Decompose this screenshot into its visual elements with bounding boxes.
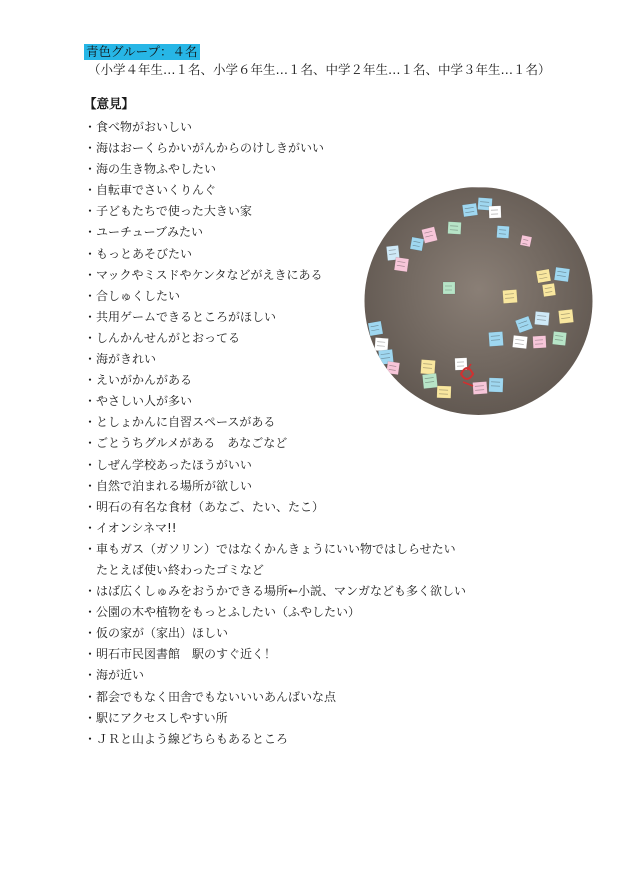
- opinion-item: ・公園の木や植物をもっとふしたい（ふやしたい）: [84, 605, 361, 620]
- opinion-item: ・海はおーくらかいがんからのけしきがいい: [84, 141, 325, 156]
- sticky-note: [536, 269, 551, 283]
- opinion-item: ・しぜん学校あったほうがいい: [84, 457, 252, 472]
- sticky-note: [542, 283, 556, 297]
- sticky-note: [443, 282, 455, 294]
- opinion-item: ・えいがかんがある: [84, 373, 193, 388]
- opinion-item-continuation: たとえば使い終わったゴミなど: [96, 562, 264, 577]
- opinion-item: ・明石の有名な食材（あなご、たい、たこ）: [84, 499, 325, 514]
- sticky-note: [554, 267, 570, 282]
- opinion-item: ・はば広くしゅみをおうかできる場所←小説、マンガなども多く欲しい: [84, 584, 467, 599]
- sticky-note: [533, 336, 547, 349]
- opinion-item: ・明石市民図書館 駅のすぐ近く！: [84, 647, 277, 662]
- sticky-note: [489, 332, 504, 347]
- opinion-item: ・子どもたちで使った大きい家: [84, 204, 252, 219]
- group-title: 青色グループ：４名: [86, 44, 198, 59]
- opinion-item: ・仮の家が（家出）ほしい: [84, 626, 229, 641]
- sticky-notes-photo: [363, 186, 594, 416]
- opinion-item: ・共用ゲームできるところがほしい: [84, 309, 277, 324]
- group-member-breakdown: （小学４年生…１名、小学６年生…１名、中学２年生…１名、中学３年生…１名）: [88, 62, 551, 77]
- sticky-note: [386, 361, 400, 375]
- sticky-note: [462, 203, 478, 217]
- opinion-item: ・マックやミスドやケンタなどがえきにある: [84, 267, 323, 282]
- opinion-item: ・やさしい人が多い: [84, 394, 193, 409]
- sticky-note: [394, 257, 409, 272]
- opinion-item: ・海がきれい: [84, 352, 157, 367]
- opinion-item: ・しんかんせんがとおってる: [84, 330, 241, 345]
- sticky-note: [497, 226, 510, 239]
- opinion-heading: 【意見】: [84, 96, 135, 111]
- sticky-note: [410, 237, 424, 251]
- sticky-note: [421, 360, 436, 375]
- opinion-item: ・自然で泊まれる場所が欲しい: [84, 478, 253, 493]
- opinion-item: ・もっとあそびたい: [84, 246, 193, 261]
- opinion-item: ・ユーチューブみたい: [84, 225, 204, 240]
- sticky-note: [520, 235, 532, 247]
- sticky-note: [368, 321, 383, 336]
- sticky-note: [375, 338, 389, 352]
- sticky-note: [448, 222, 462, 235]
- opinion-item: ・自転車でさいくりんぐ: [84, 183, 217, 198]
- opinion-item: ・ＪＲと山よう線どちらもあるところ: [84, 731, 289, 746]
- opinion-item: ・海が近い: [84, 668, 145, 683]
- sticky-note: [558, 309, 573, 323]
- opinion-item: ・合しゅくしたい: [84, 288, 181, 303]
- sticky-note: [422, 373, 437, 388]
- sticky-note: [552, 331, 566, 345]
- opinion-item: ・としょかんに自習スペースがある: [84, 415, 276, 430]
- sticky-note: [489, 206, 501, 218]
- sticky-note: [437, 386, 451, 398]
- sticky-note: [473, 382, 488, 395]
- sticky-note: [489, 378, 503, 392]
- opinion-item: ・都会でもなく田舎でもないいいあんばいな点: [84, 689, 337, 704]
- opinion-item: ・海の生き物ふやしたい: [84, 162, 217, 177]
- sticky-note: [503, 290, 518, 304]
- opinion-item: ・車もガス（ガソリン）ではなくかんきょうにいい物ではしらせたい: [84, 541, 456, 556]
- opinion-item: ・イオンシネマ!!: [84, 520, 177, 535]
- opinion-item: ・駅にアクセスしやすい所: [84, 710, 228, 725]
- sticky-note: [534, 311, 549, 325]
- table-surface: [363, 186, 594, 416]
- opinion-item: ・食べ物がおいしい: [84, 120, 193, 134]
- sticky-note: [512, 335, 527, 348]
- opinion-item: ・ごとうちグルメがある あなごなど: [84, 436, 288, 451]
